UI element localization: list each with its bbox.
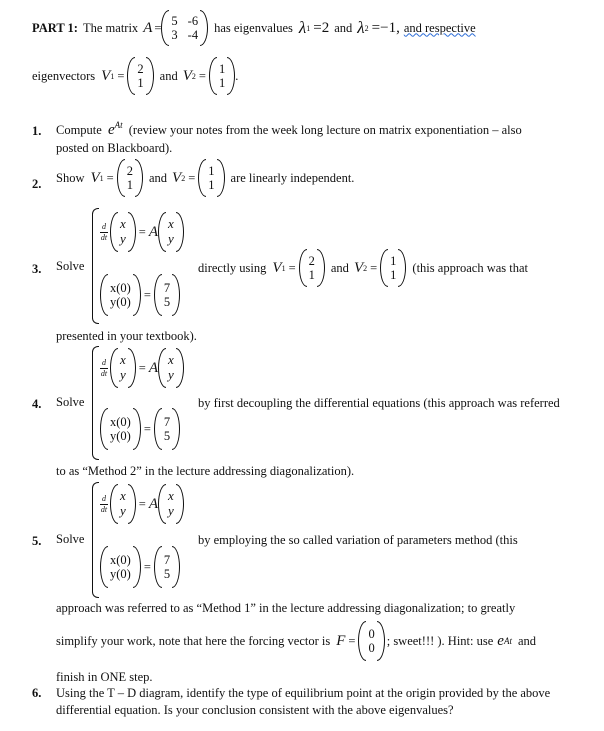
item-3-brace [92,208,99,324]
item-3-ode: $\frac{d}{dt}$ x y = A x y x(0) y(0) = 7 5 [100,210,184,320]
item-4-line2: to as “Method 2” in the lecture addressing diagonalization). [56,464,355,478]
item-3-solve: Solve [56,259,85,273]
item-1-number: 1. [32,124,42,138]
item-5-solve: Solve [56,532,85,546]
matrix-a-22: -4 [187,28,199,42]
part1-line: PART 1: The matrix A = 5 3 -6 -4 has eigenvalues λ 1 =2 and λ 2 =−1, and respective [32,10,476,46]
vector-v2: 1 1 [209,57,235,95]
item-6-line1: Using the T – D diagram, identify the type of equilibrium point at the origin provided by the above [56,686,551,700]
item-5-ode: $\frac{d}{dt}$ x y = A x y x(0) y(0) = 7 5 [100,482,184,592]
item-5-line3: simplify your work, note that here the forcing vector is F = 0 0 ; sweet!!! ). Hint: use e At and [56,620,536,662]
eigenvectors-label: eigenvectors [32,68,96,83]
respective-text: and respective [403,20,476,35]
part1-label: PART 1: [32,20,78,35]
eigenvectors-line: eigenvectors V 1 = 2 1 and V 2 = 1 1 . [32,56,238,96]
matrix-a-21: 3 [171,28,178,42]
item-5-number: 5. [32,534,42,548]
v2-name: V [182,67,192,84]
item-2-line: Show V 1 = 2 1 and V 2 = 1 1 are linearly independent. [56,158,354,198]
lambda2-value: =−1, [371,19,400,36]
item-3-line2: presented in your textbook). [56,329,197,343]
matrix-a-12: -6 [187,13,199,28]
item-6-number: 6. [32,686,42,700]
matrix-name: A [143,19,153,36]
item-5-brace [92,482,99,598]
item-1-line1: Compute $e^{At}$ (review your notes from the week long lecture on matrix exponentiation – also [56,120,522,138]
vector-v1: 2 1 [127,57,153,95]
item-6-line2: differential equation. Is your conclusion consistent with the above eigenvalues? [56,703,454,717]
v1-name: V [101,67,111,84]
lambda1-value: =2 [313,19,330,36]
item-4-solve: Solve [56,395,85,409]
item-5-line4: finish in ONE step. [56,670,153,684]
matrix-a [161,10,208,46]
item-4-brace [92,346,99,460]
has-eigen-text: has eigenvalues [214,20,293,35]
item-4-ode: $\frac{d}{dt}$ x y = A x y x(0) y(0) = 7 5 [100,346,184,454]
item-3-line: directly using V 1 = 2 1 and V 2 = 1 1 (this approach was that [198,248,528,288]
item-5-line1: by employing the so called variation of parameters method (this [198,533,518,547]
lambda1-symbol: λ [298,18,307,37]
item-4-number: 4. [32,397,42,411]
item-4-line1: by first decoupling the differential equations (this approach was referred [198,396,560,410]
matrix-a-11: 5 [171,13,178,28]
forcing-vector: 0 0 [358,621,384,661]
item-3-number: 3. [32,262,42,276]
and-text: and [334,20,353,35]
item-1-line2: posted on Blackboard). [56,141,173,155]
forcing-name: F [336,632,346,649]
part1-lead: The matrix [82,20,139,35]
item-2-number: 2. [32,177,42,191]
item-5-line2: approach was referred to as “Method 1” in the lecture addressing diagonalization; to greatly [56,601,516,615]
lambda2-symbol: λ [357,18,365,37]
